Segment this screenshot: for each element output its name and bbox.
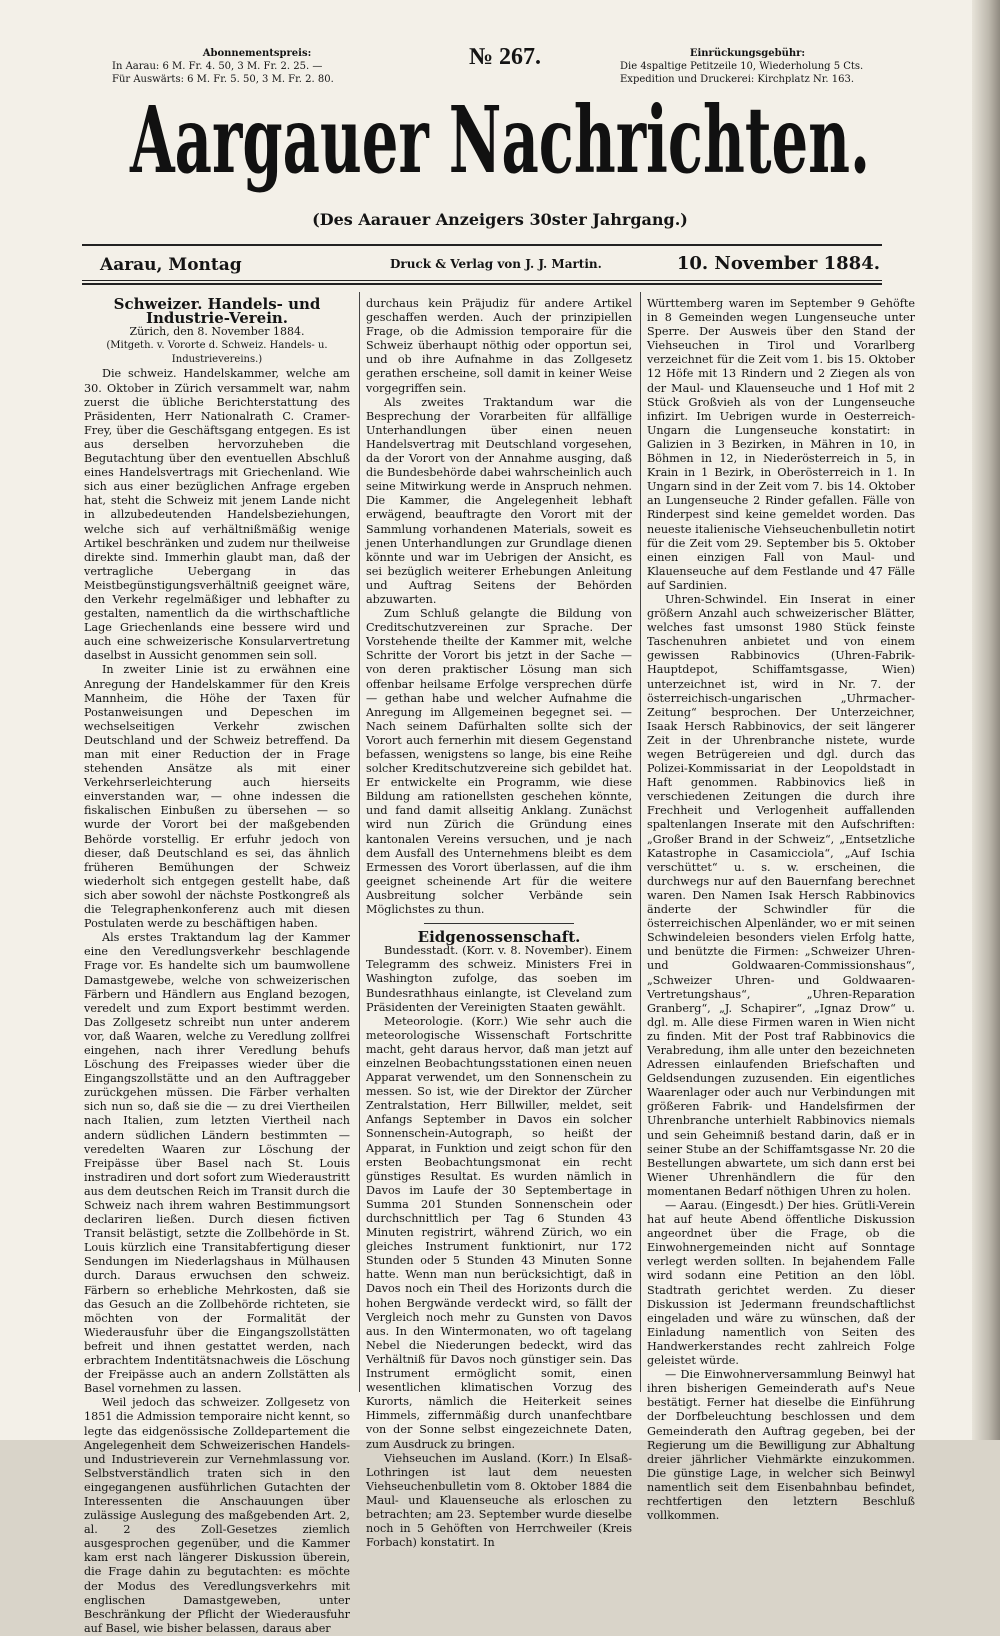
article-source: (Mitgeth. v. Vororte d. Schweiz. Handels- u. Industrievereins.) bbox=[106, 340, 328, 366]
paragraph: — Die Einwohnerversammlung Beinwyl hat ihren bisherigen Gemeinderath auf's Neue bestätigt. Ferner hat dieselbe die Einführung der Dorfbeleuchtung beschlossen und dem Gemeinderath den Auftrag gegeben, bei der Regierung um die Bewilligung zur Abhaltung dreier jährlicher Viehmärkte einzukommen. Die günstige Lage, in welcher sich Beinwyl namentlich seit dem Eisenbahnbau befindet, rechtfertigen den letztern Beschluß vollkommen. bbox=[647, 1368, 915, 1523]
paragraph: Als zweites Traktandum war die Besprechung der Vorarbeiten für allfällige Unterhandlungen über einen neuen Handelsvertrag mit Deutschland vorgesehen, da der Vorort von der Annahme ausging, daß die Bundesbehörde dabei wahrscheinlich auch seine Mitwirkung werde in Anspruch nehmen. Die Kammer, die Angelegenheit lebhaft erwägend, beauftragte den Vorort mit der Sammlung vorhandenen Materials, soweit es jenen Unterhandlungen zur Grundlage dienen könnte und war im Uebrigen der Ansicht, es sei bezüglich weiterer Erhebungen Anleitung und Auftrag Seitens der Behörden abzuwarten. bbox=[366, 395, 632, 606]
dateline bbox=[100, 253, 880, 277]
article-title: Schweizer. Handels- und Industrie-Verein. bbox=[113, 295, 321, 328]
place-day: Aarau, Montag bbox=[100, 255, 242, 275]
masthead bbox=[120, 82, 880, 192]
masthead-subtitle: (Des Aarauer Anzeigers 30ster Jahrgang.) bbox=[312, 210, 688, 229]
paragraph: In zweiter Linie ist zu erwähnen eine Anregung der Handelskammer für den Kreis Mannheim, die Höhe der Taxen für Postanweisungen und Depeschen im wechselseitigen Verkehr zwischen Deutschland und der Schweiz betreffend. Da man mit einer Reduction der in Frage stehenden Ansätze als mit einer Verkehrserleichterung auch hierseits einverstanden war, — ohne indessen die fiskalischen Einbußen zu übersehen — so wurde der Vorort bei der maßgebenden Behörde vorstellig. Er erfuhr jedoch von dieser, daß Deutschland es sei, das ähnlich früheren Bemühungen der Schweiz wiederholt sich entgegen gestellt habe, daß sich aber sowohl der nächste Postkongreß als die Telegraphenkonferenz auch mit diesen Postulaten werde zu beschäftigen haben. bbox=[84, 663, 350, 931]
column-divider bbox=[640, 292, 641, 1392]
insertion-line: Die 4spaltige Petitzeile 10, Wiederholung 5 Cts. bbox=[620, 61, 864, 72]
column-3 bbox=[647, 297, 915, 1523]
insertion-title: Einrückungsgebühr: bbox=[689, 48, 806, 59]
header-rule bbox=[82, 280, 882, 281]
paragraph: Württemberg waren im September 9 Gehöfte in 8 Gemeinden wegen Lungenseuche unter Sperre. Der Ausweis über den Stand der Viehseuchen in Tirol und Vorarlberg verzeichnet für die Zeit vom 1. bis 15. Oktober 12 Höfe mit 13 Rindern und 2 Ziegen als von der Maul- und Klauenseuche und 1 Hof mit 2 Stück Großvieh als von der Lungenseuche infizirt. Im Uebrigen wurde in Oesterreich-Ungarn die Lungenseuche konstatirt: in Galizien in 3 Bezirken, in Mähren in 10, in Böhmen in 12, in Niederösterreich in 5, in Krain in 1 Bezirk, in Oberösterreich in 1. In Ungarn sind in der Zeit vom 7. bis 14. Oktober an Lungenseuche 2 Rinder gefallen. Fälle von Rinderpest sind keine gemeldet worden. Das neueste italienische Viehseuchenbulletin notirt für die Zeit vom 29. September bis 5. Oktober einen einzigen Fall von Maul- und Klauenseuche auf dem Festlande und 47 Fälle auf Sardinien. bbox=[647, 297, 915, 592]
printer: Druck & Verlag von J. J. Martin. bbox=[390, 257, 602, 271]
subscription-box bbox=[112, 47, 402, 86]
paragraph: durchaus kein Präjudiz für andere Artikel geschaffen werden. Auch der prinzipiellen Frage, ob die Admission temporaire für die Schweiz überhaupt nöthig oder opportun sei, und ob ihre Aufnahme in das Zollgesetz gerathen erscheine, soll damit in keiner Weise vorgegriffen sein. bbox=[366, 297, 632, 395]
header-rule bbox=[82, 244, 882, 246]
paragraph: Uhren-Schwindel. Ein Inserat in einer größern Anzahl auch schweizerischer Blätter, welches fast umsonst 1980 Stück feinste Taschenuhren anbietet und von einem gewissen Rabbinovics (Uhren-Fabrik-Hauptdepot, Schiffamtsgasse, Wien) unterzeichnet ist, wird in Nr. 7. der österreichisch-ungarischen „Uhrmacher-Zeitung“ besprochen. Der Unterzeichner, Isaak Hersch Rabbinovics, der seit längerer Zeit in der Uhrenbranche nistete, wurde wegen Betrügereien und dgl. durch das Polizei-Kommissariat in der Leopoldstadt in Haft genommen. Rabbinovics ließ in verschiedenen Zeitungen die durch ihre Frechheit und Verlogenheit auffallenden spaltenlangen Inserate mit den Aufschriften: „Großer Brand in der Schweiz“, „Entsetzliche Katastrophe in Casamicciola“, „Auf Ischia verschüttet“ u. s. w. erscheinen, die durchwegs nur auf den Bauernfang berechnet waren. Den Namen Isak Hersch Rabbinovics änderte der Schwindler für die österreichischen Alpenländer, wo er mit seinen Schwindeleien besonders vielen Erfolg hatte, und benützte die Firmen: „Schweizer Uhren- und Goldwaaren-Commissionshaus“, „Schweizer Uhren- und Goldwaaren-Vertretungshaus“, „Uhren-Reparation Granberg“, „J. Schapirer“, „Ignaz Drow“ u. dgl. m. Alle diese Firmen waren in Wien nicht zu finden. Mit der Post traf Rabbinovics die Verabredung, ihm alle unter den bezeichneten Adressen einlaufenden Briefschaften und Geldsendungen zuzusenden. Ein eigentliches Waarenlager oder auch nur Verbindungen mit größeren Fabrik- und Handelsfirmen der Uhrenbranche unterhielt Rabbinovics niemals und sein Geheimniß bestand darin, daß er in seiner Stube an der Schiffamtsgasse Nr. 20 die Bestellungen abwartete, um sich dann erst bei Wiener Uhrenhändlern die für den momentanen Bedarf nöthigen Uhren zu holen. bbox=[647, 592, 915, 1198]
paragraph: — Aarau. (Eingesdt.) Der hies. Grütli-Verein hat auf heute Abend öffentliche Diskussion angeordnet über die Frage, ob die Einwohnergemeinden nicht auf Sonntage verlegt werden sollten. In bejahendem Falle wird sodann eine Petition an den löbl. Stadtrath gerichtet werden. Zu dieser Diskussion ist Jedermann freundschaftlichst eingeladen und wäre zu wünschen, daß der Einladung namentlich von Seiten des Handwerkerstandes recht zahlreich Folge geleistet würde. bbox=[647, 1199, 915, 1368]
page-edge bbox=[972, 0, 1000, 1440]
paragraph: Meteorologie. (Korr.) Wie sehr auch die meteorologische Wissenschaft Fortschritte macht, geht daraus hervor, daß man jetzt auf einzelnen Beobachtungsstationen einen neuen Apparat verwendet, um den Sonnenschein zu messen. So ist, wie der Direktor der Zürcher Zentralstation, Herr Billwiller, meldet, seit Anfangs September in Davos ein solcher Sonnenschein-Autograph, so heißt der Apparat, in Funktion und zeigt schon für den ersten Beobachtungsmonat ein recht günstiges Resultat. Es wurden nämlich in Davos im Laufe der 30 Septembertage in Summa 201 Stunden Sonnenschein oder durchschnittlich per Tag 6 Stunden 43 Minuten registrirt, während Zürich, wo ein gleiches Instrument funktionirt, nur 172 Stunden oder 5 Stunden 43 Minuten Sonne hatte. Wenn man nun berücksichtigt, daß in Davos noch ein Theil des Horizonts durch die hohen Bergwände verdeckt wird, so fällt der Vergleich noch mehr zu Gunsten von Davos aus. In den Wintermonaten, wo oft tagelang Nebel die Niederungen bedeckt, wird das Verhältniß für Davos noch günstiger sein. Das Instrument ermöglicht somit, einen wesentlichen klimatischen Vorzug des Kurorts, nämlich die Heiterkeit seines Himmels, ziffernmäßig durch unanfechtbare von der Sonne selbst eingezeichnete Daten, zum Ausdruck zu bringen. bbox=[366, 1014, 632, 1451]
masthead-title bbox=[120, 82, 880, 192]
paragraph: Die schweiz. Handelskammer, welche am 30. Oktober in Zürich versammelt war, nahm zuerst die übliche Berichterstattung des Präsidenten, Herr Nationalrath C. Cramer-Frey, über die Geschäftsgang entgegen. Es ist aus derselben hervorzuheben die Begutachtung über den eventuellen Abschluß eines Handelsvertrags mit Griechenland. Wie sich aus einer bezüglichen Anfrage ergeben hat, steht die Schweiz mit jenem Lande nicht in allzubedeutenden Handelsbeziehungen, welche sich auf verhältnißmäßig wenige Artikel beschränken und zudem nur theilweise direkte sind. Immerhin glaubt man, daß der vertragliche Uebergang in das Meistbegünstigungsverhältniß geeignet wäre, den Verkehr regelmäßiger und lebhafter zu gestalten, namentlich da die wirthschaftliche Lage Griechenlands eine bessere wird und auch eine schweizerische Konsularvertretung daselbst in Aussicht genommen sein soll. bbox=[84, 367, 350, 663]
column-divider bbox=[359, 292, 360, 1392]
subscription-title: Abonnementspreis: bbox=[202, 48, 312, 59]
paragraph: Bundesstadt. (Korr. v. 8. November). Einem Telegramm des schweiz. Ministers Frei in Washington zufolge, das soeben im Bundesrathhaus einlangte, ist Cleveland zum Präsidenten der Vereinigten Staaten gewählt. bbox=[366, 944, 632, 1014]
insertion-line: Expedition und Druckerei: Kirchplatz Nr. 163. bbox=[620, 74, 855, 85]
column-2 bbox=[366, 297, 632, 1550]
masthead-text: Aargauer Nachrichten. bbox=[129, 86, 871, 194]
paragraph: Viehseuchen im Ausland. (Korr.) In Elsaß-Lothringen ist laut dem neuesten Viehseuchenbulletin vom 8. Oktober 1884 die Maul- und Klauenseuche als erloschen zu betrachten; am 23. September wurde dieselbe noch in 5 Gehöften von Herrchweiler (Kreis Forbach) konstatirt. In bbox=[366, 1451, 632, 1550]
paragraph: Weil jedoch das schweizer. Zollgesetz von 1851 die Admission temporaire nicht kennt, so legte das eidgenössische Zolldepartement die Angelegenheit dem Schweizerischen Handels- und Industrieverein zur Vernehmlassung vor. Selbstverständlich traten sich in den eingegangenen ausführlichen Gutachten der Interessenten die Anschauungen über zulässige Auslegung des maßgebenden Art. 2, al. 2 des Zoll-Gesetzes ziemlich ausgesprochen gegenüber, und die Kammer kam erst nach längerer Diskussion überein, die Frage dahin zu begutachten: es möchte der Modus des Veredlungsverkehrs mit englischen Damastgeweben, unter Beschränkung der Pflicht der Wiederausfuhr auf Basel, wie bisher belassen, daraus aber bbox=[84, 1396, 350, 1635]
subscription-line: In Aarau: 6 M. Fr. 4. 50, 3 M. Fr. 2. 25. — bbox=[112, 61, 323, 72]
issue-number: № 267. bbox=[468, 44, 542, 70]
insertion-box bbox=[620, 47, 875, 86]
header-rule bbox=[82, 283, 882, 285]
paragraph: Als erstes Traktandum lag der Kammer eine den Veredlungsverkehr beschlagende Frage vor. Es handelte sich um baumwollene Damastgewebe, welche von schweizerischen Färbern und Händlern aus England bezogen, veredelt und zum Export bestimmt werden. Das Zollgesetz schreibt nun unter anderem vor, daß Waaren, welche zu Veredlung zollfrei eingehen, nach ihrer Veredlung behufs Löschung des Freipasses wieder über die Eingangszollstätte und an den Auftraggeber zurückgehen müssen. Die Färber verhalten sich nun so, daß sie die — zu drei Viertheilen nach Italien, zum letzten Viertheil nach andern südlichen Ländern bestimmten — veredelten Waaren zur Löschung der Freipässe über Basel nach St. Louis instradiren und dort sofort zum Wiederaustritt aus dem deutschen Reich im Transit durch die Schweiz nach ihrem wahren Bestimmungsort declariren ließen. Durch diesen fictiven Transit belästigt, setzte die Zollbehörde in St. Louis kürzlich eine Transitabfertigung dieser Sendungen im Niederlagshaus in Mülhausen durch. Daraus erwuchsen den schweiz. Färbern so erhebliche Mehrkosten, daß sie das Gesuch an die Zollbehörde richteten, sie möchten von der Formalität der Wiederausfuhr über die Eingangszollstätten befreit und ihnen gestattet werden, nach erbrachtem Indentitätsnachweis die Löschung der Freipässe auch an andern Zollstätten als Basel vornehmen zu lassen. bbox=[84, 931, 350, 1396]
subscription-line: Für Auswärts: 6 M. Fr. 5. 50, 3 M. Fr. 2. 80. bbox=[112, 74, 334, 85]
paragraph: Zum Schluß gelangte die Bildung von Creditschutzvereinen zur Sprache. Der Vorstehende theilte der Kammer mit, welche Schritte der Vorort bis jetzt in der Sache — von deren praktischer Lösung man sich offenbar heilsame Erfolge versprechen dürfe — gethan habe und welcher Aufnahme die Anregung im Allgemeinen begegnet sei. — Nach seinem Dafürhalten sollte sich der Vorort auch fernerhin mit diesem Gegenstand befassen, wenigstens so lange, bis eine Reihe solcher Kreditschutzvereine sich gebildet hat. Er entwickelte ein Programm, wie diese Bildung am rationellsten geschehen könnte, und fand damit allseitig Anklang. Zunächst wird nun Zürich die Gründung eines kantonalen Vereins versuchen, und je nach dem Ausfall des Unternehmens bleibt es dem Ermessen des Vorort überlassen, auf die ihm geeignet scheinende Art für die weitere Ausbreitung solcher Verbände sein Möglichstes zu thun. bbox=[366, 607, 632, 917]
section-title: Eidgenossenschaft. bbox=[417, 928, 581, 947]
article-dateline: Zürich, den 8. November 1884. bbox=[129, 325, 305, 339]
column-1 bbox=[84, 295, 350, 1635]
section-rule bbox=[424, 923, 574, 924]
issue-date: 10. November 1884. bbox=[676, 253, 880, 274]
